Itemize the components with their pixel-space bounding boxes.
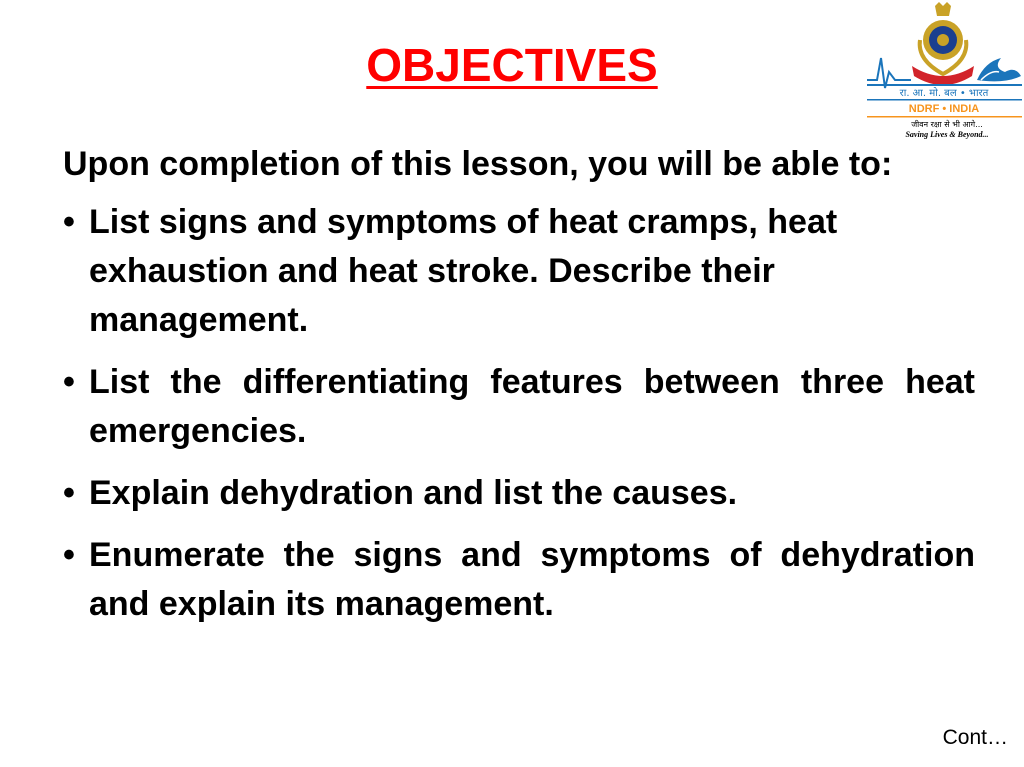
bullet-icon: • — [63, 363, 75, 401]
list-item — [63, 469, 975, 518]
continued-label: Cont… — [942, 726, 1008, 749]
list-item — [63, 198, 975, 345]
logo-motto-hindi: जीवन रक्षा से भी आगे... — [911, 120, 983, 129]
slide-title: OBJECTIVES — [366, 39, 658, 91]
list-item — [63, 358, 975, 456]
list-item-text: Enumerate the signs and symptoms of dehydration and explain its management. — [89, 536, 975, 623]
logo-hindi-line: रा. आ. मो. बल • भारत — [899, 88, 989, 99]
list-item — [63, 531, 975, 629]
intro-text: Upon completion of this lesson, you will be able to: — [63, 145, 893, 183]
list-item-text: List signs and symptoms of heat cramps, heat exhaustion and heat stroke. Describe their management. — [89, 203, 838, 339]
list-item-text: List the differentiating features between three heat emergencies. — [89, 363, 975, 450]
bullet-icon: • — [63, 536, 75, 574]
bullet-icon: • — [63, 203, 75, 241]
ndrf-logo — [865, 0, 1024, 140]
logo-name: NDRF • INDIA — [908, 103, 980, 115]
logo-motto-english: Saving Lives & Beyond... — [905, 130, 989, 139]
objectives-list — [63, 198, 975, 629]
ndrf-emblem-icon — [867, 2, 1022, 101]
bullet-icon: • — [63, 474, 75, 512]
slide-body — [63, 140, 975, 642]
list-item-text: Explain dehydration and list the causes. — [89, 474, 738, 512]
